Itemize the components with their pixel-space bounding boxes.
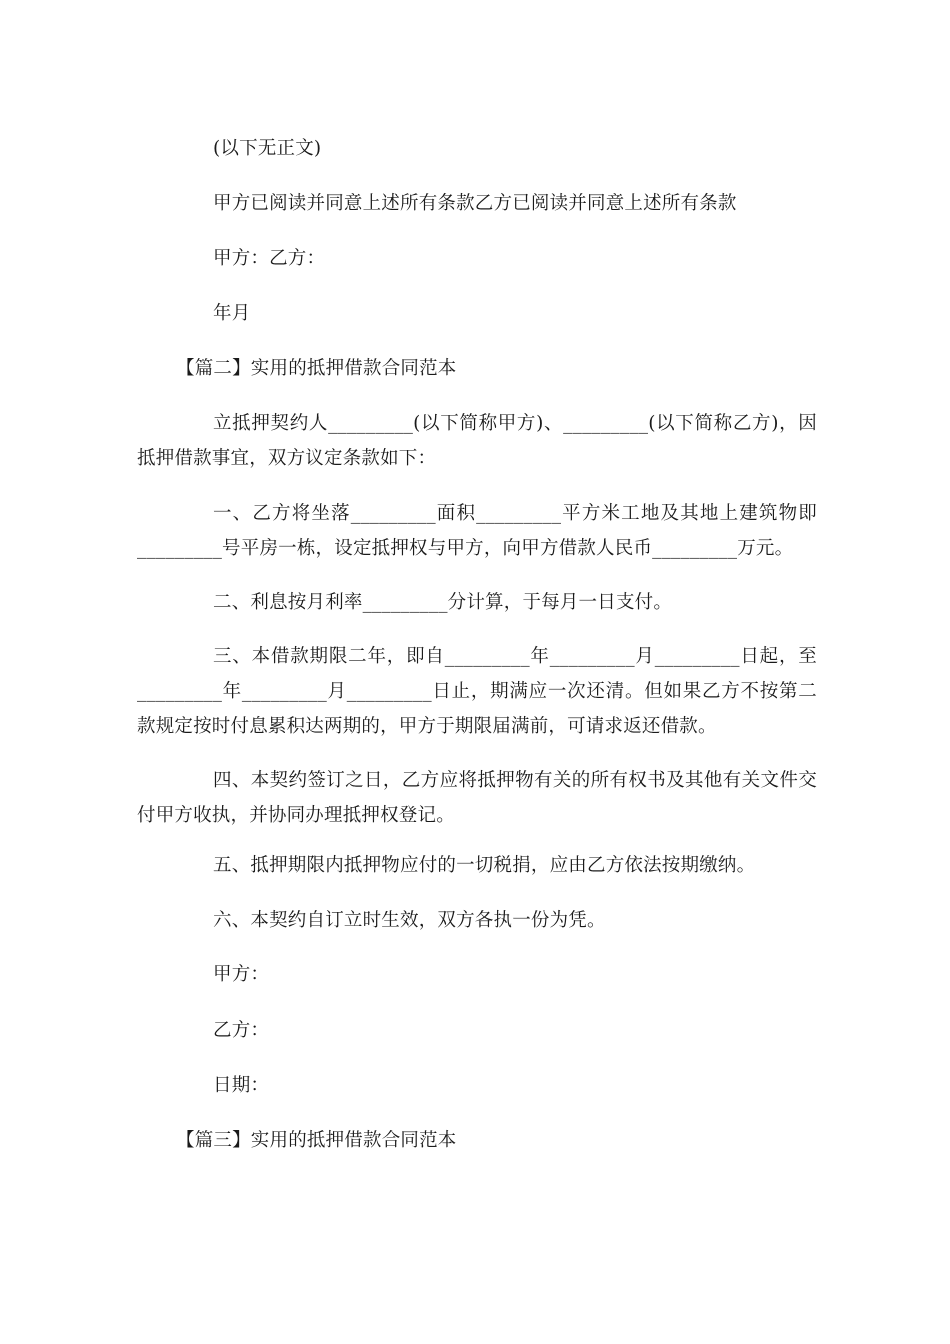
agreement-statement: 甲方已阅读并同意上述所有条款乙方已阅读并同意上述所有条款 — [213, 193, 737, 214]
clause-2-paragraph: 二、利息按月利率_________分计算，于每月一日支付。 — [213, 592, 673, 613]
date-line: 年月 — [213, 303, 251, 324]
party-signature-line: 甲方：乙方： — [213, 248, 326, 269]
section-heading-2: 【篇二】实用的抵押借款合同范本 — [176, 358, 457, 379]
clause-5-paragraph: 五、抵押期限内抵押物应付的一切税捐，应由乙方依法按期缴纳。 — [213, 855, 756, 876]
clause-4-paragraph: 四、本契约签订之日，乙方应将抵押物有关的所有权书及其他有关文件交付甲方收执，并协同办理抵押权登记。 — [137, 770, 817, 826]
no-text-below-note: (以下无正文) — [213, 138, 322, 159]
party-b-signature: 乙方： — [213, 1020, 270, 1041]
section-heading-3: 【篇三】实用的抵押借款合同范本 — [176, 1130, 457, 1151]
date-signature: 日期： — [213, 1075, 270, 1096]
party-a-signature: 甲方： — [213, 964, 270, 985]
clause-6-paragraph: 六、本契约自订立时生效，双方各执一份为凭。 — [213, 910, 606, 931]
contract-intro-paragraph: 立抵押契约人_________(以下简称甲方)、_________(以下简称乙方)，因抵押借款事宜，双方议定条款如下： — [137, 413, 817, 469]
clause-3-paragraph: 三、本借款期限二年，即自_________年_________月_________日起，至_________年_________月_________日止，期满应一次还清。但如果乙方不按第二款规定按时付息累积达两期的，甲方于期限届满前，可请求返还借款。 — [137, 646, 817, 737]
clause-1-paragraph: 一、乙方将坐落_________面积_________平方米工地及其地上建筑物即_________号平房一栋，设定抵押权与甲方，向甲方借款人民币_________万元。 — [137, 503, 817, 559]
